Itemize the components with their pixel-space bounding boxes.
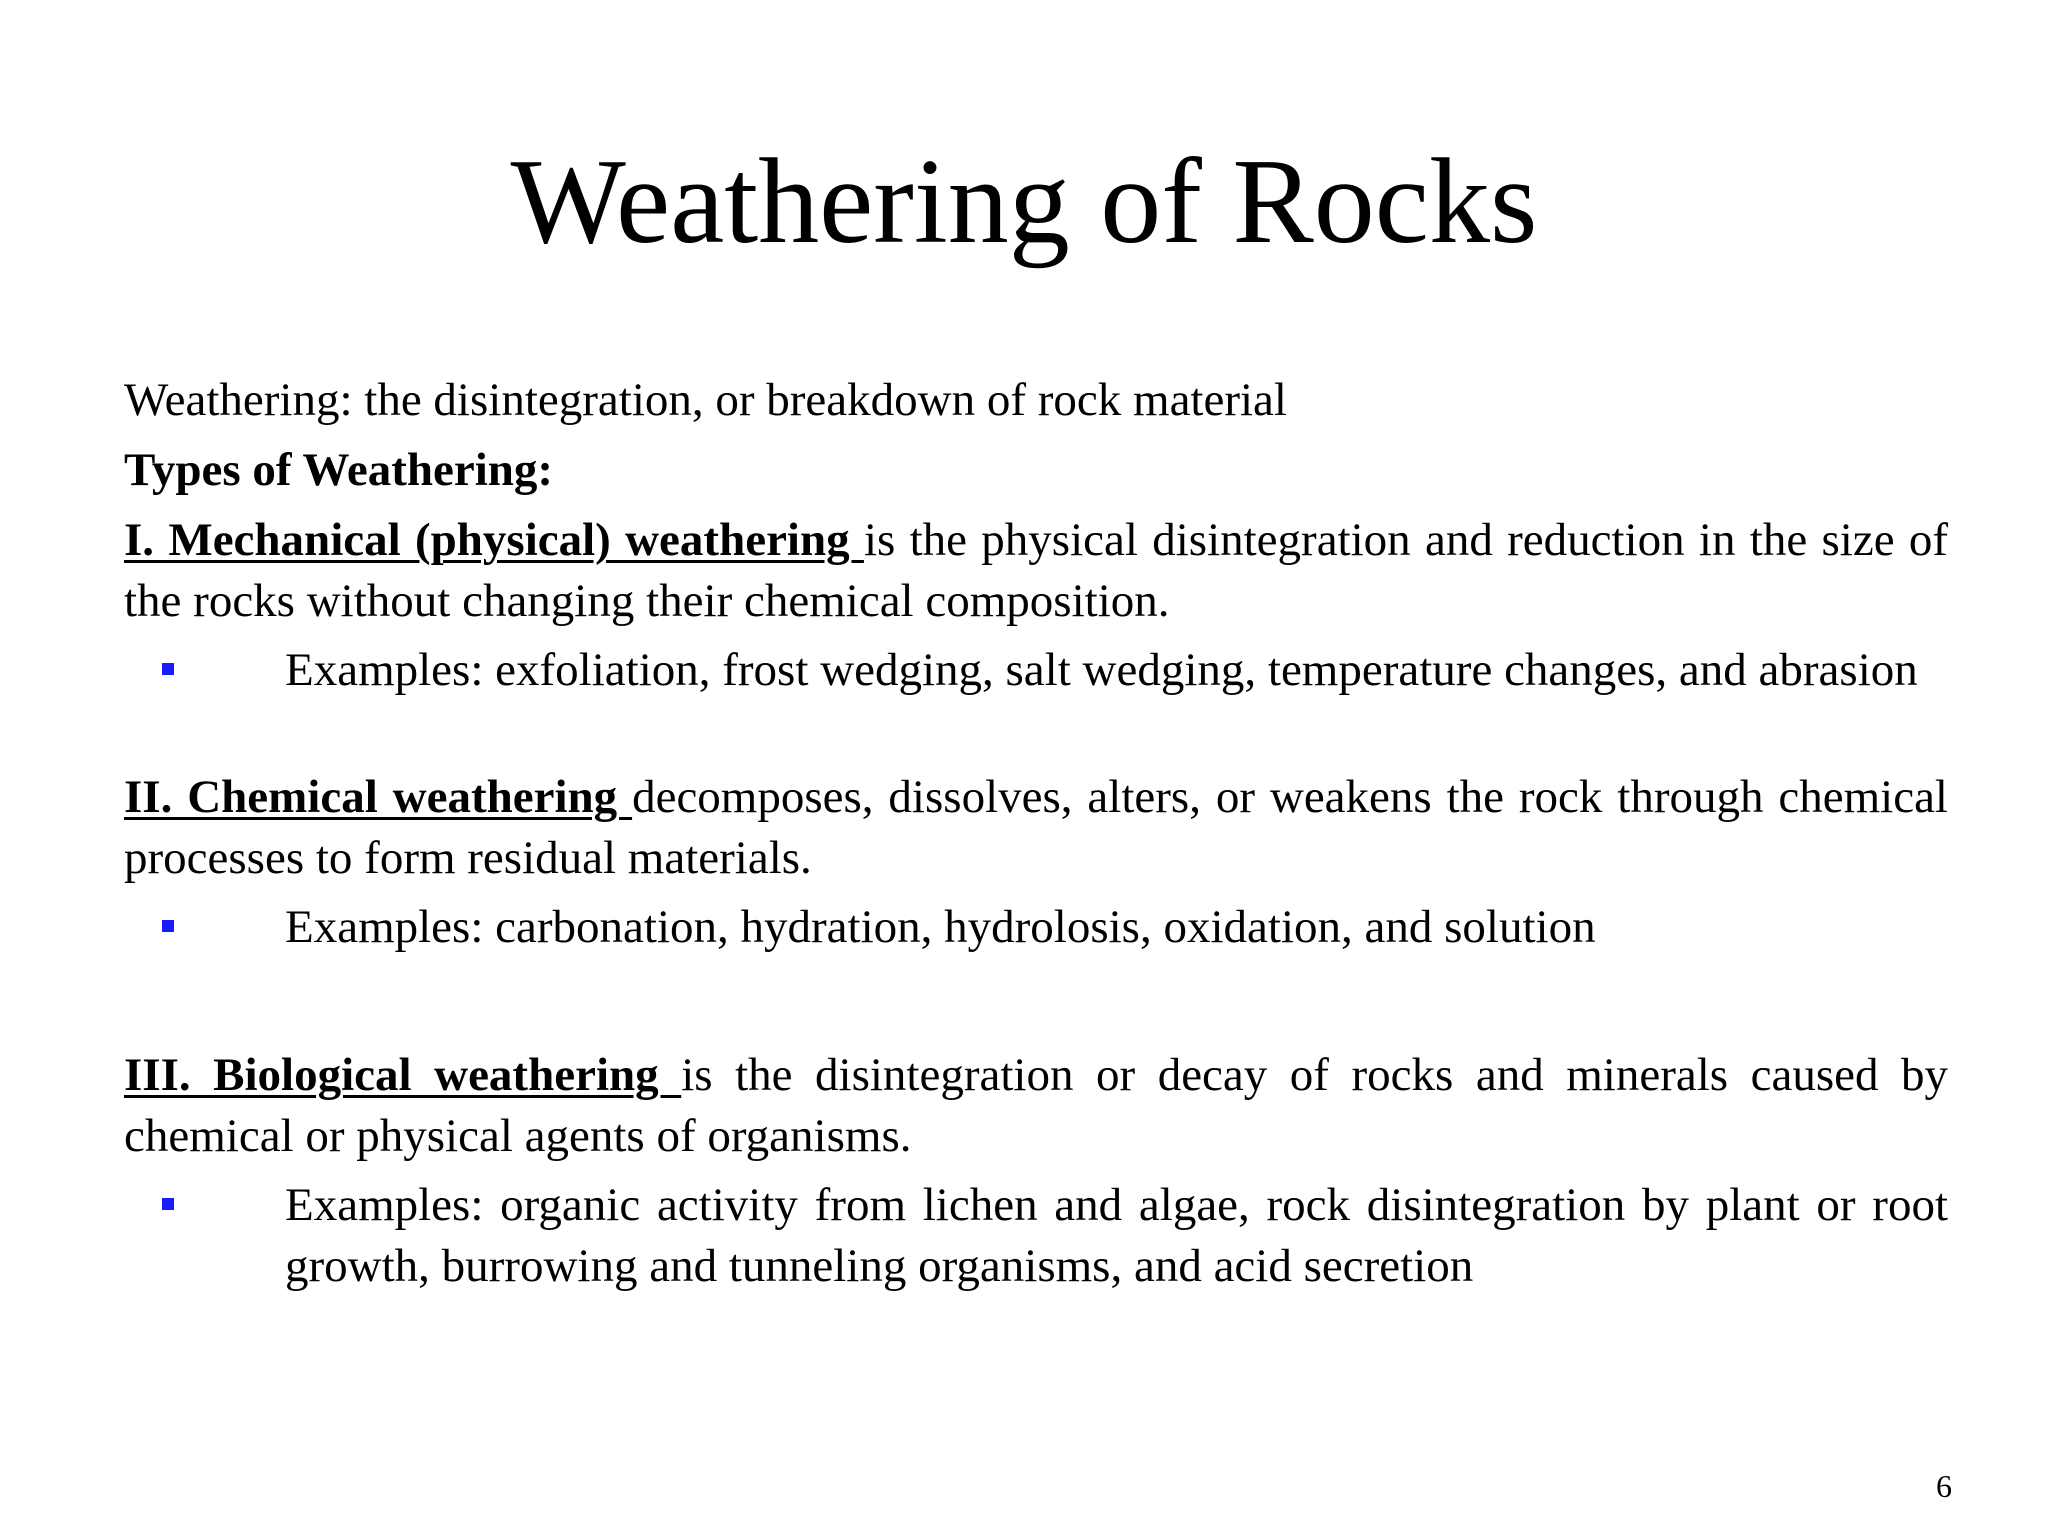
examples-text: Examples: organic activity from lichen and algae, rock disintegration by plant or root growth, burrowing and tunneling organisms, and acid secretion [285, 1179, 1948, 1292]
slide-content [124, 370, 1948, 1297]
square-bullet-icon [162, 663, 174, 675]
section-text: is the disintegration or decay of rocks and minerals caused by chemical or physical agents of organisms. [124, 1049, 1949, 1162]
examples-mechanical [124, 640, 1948, 701]
types-heading: Types of Weathering: [124, 444, 554, 496]
section-term: I. Mechanical (physical) weathering [124, 514, 864, 566]
spacer [124, 701, 1948, 767]
section-text: is the physical disintegration and reduction in the size of the rocks without changing their chemical composition. [124, 514, 1948, 627]
square-bullet-icon [162, 1198, 174, 1210]
section-mechanical [124, 510, 1948, 632]
section-term: III. Biological weathering [124, 1049, 682, 1101]
examples-chemical [124, 897, 1948, 958]
slide-title: Weathering of Rocks [510, 134, 1538, 269]
examples-biological [124, 1175, 1948, 1297]
section-term: II. Chemical weathering [124, 771, 633, 823]
section-biological [124, 1045, 1948, 1167]
examples-text: Examples: carbonation, hydration, hydrolosis, oxidation, and solution [285, 901, 1596, 953]
weathering-definition: Weathering: the disintegration, or breakdown of rock material [124, 374, 1287, 426]
spacer [124, 958, 1948, 1045]
section-text: decomposes, dissolves, alters, or weakens the rock through chemical processes to form residual materials. [124, 771, 1948, 884]
section-chemical [124, 767, 1948, 889]
examples-text: Examples: exfoliation, frost wedging, salt wedging, temperature changes, and abrasion [285, 644, 1918, 696]
square-bullet-icon [162, 920, 174, 932]
page-number: 6 [1936, 1468, 1952, 1504]
